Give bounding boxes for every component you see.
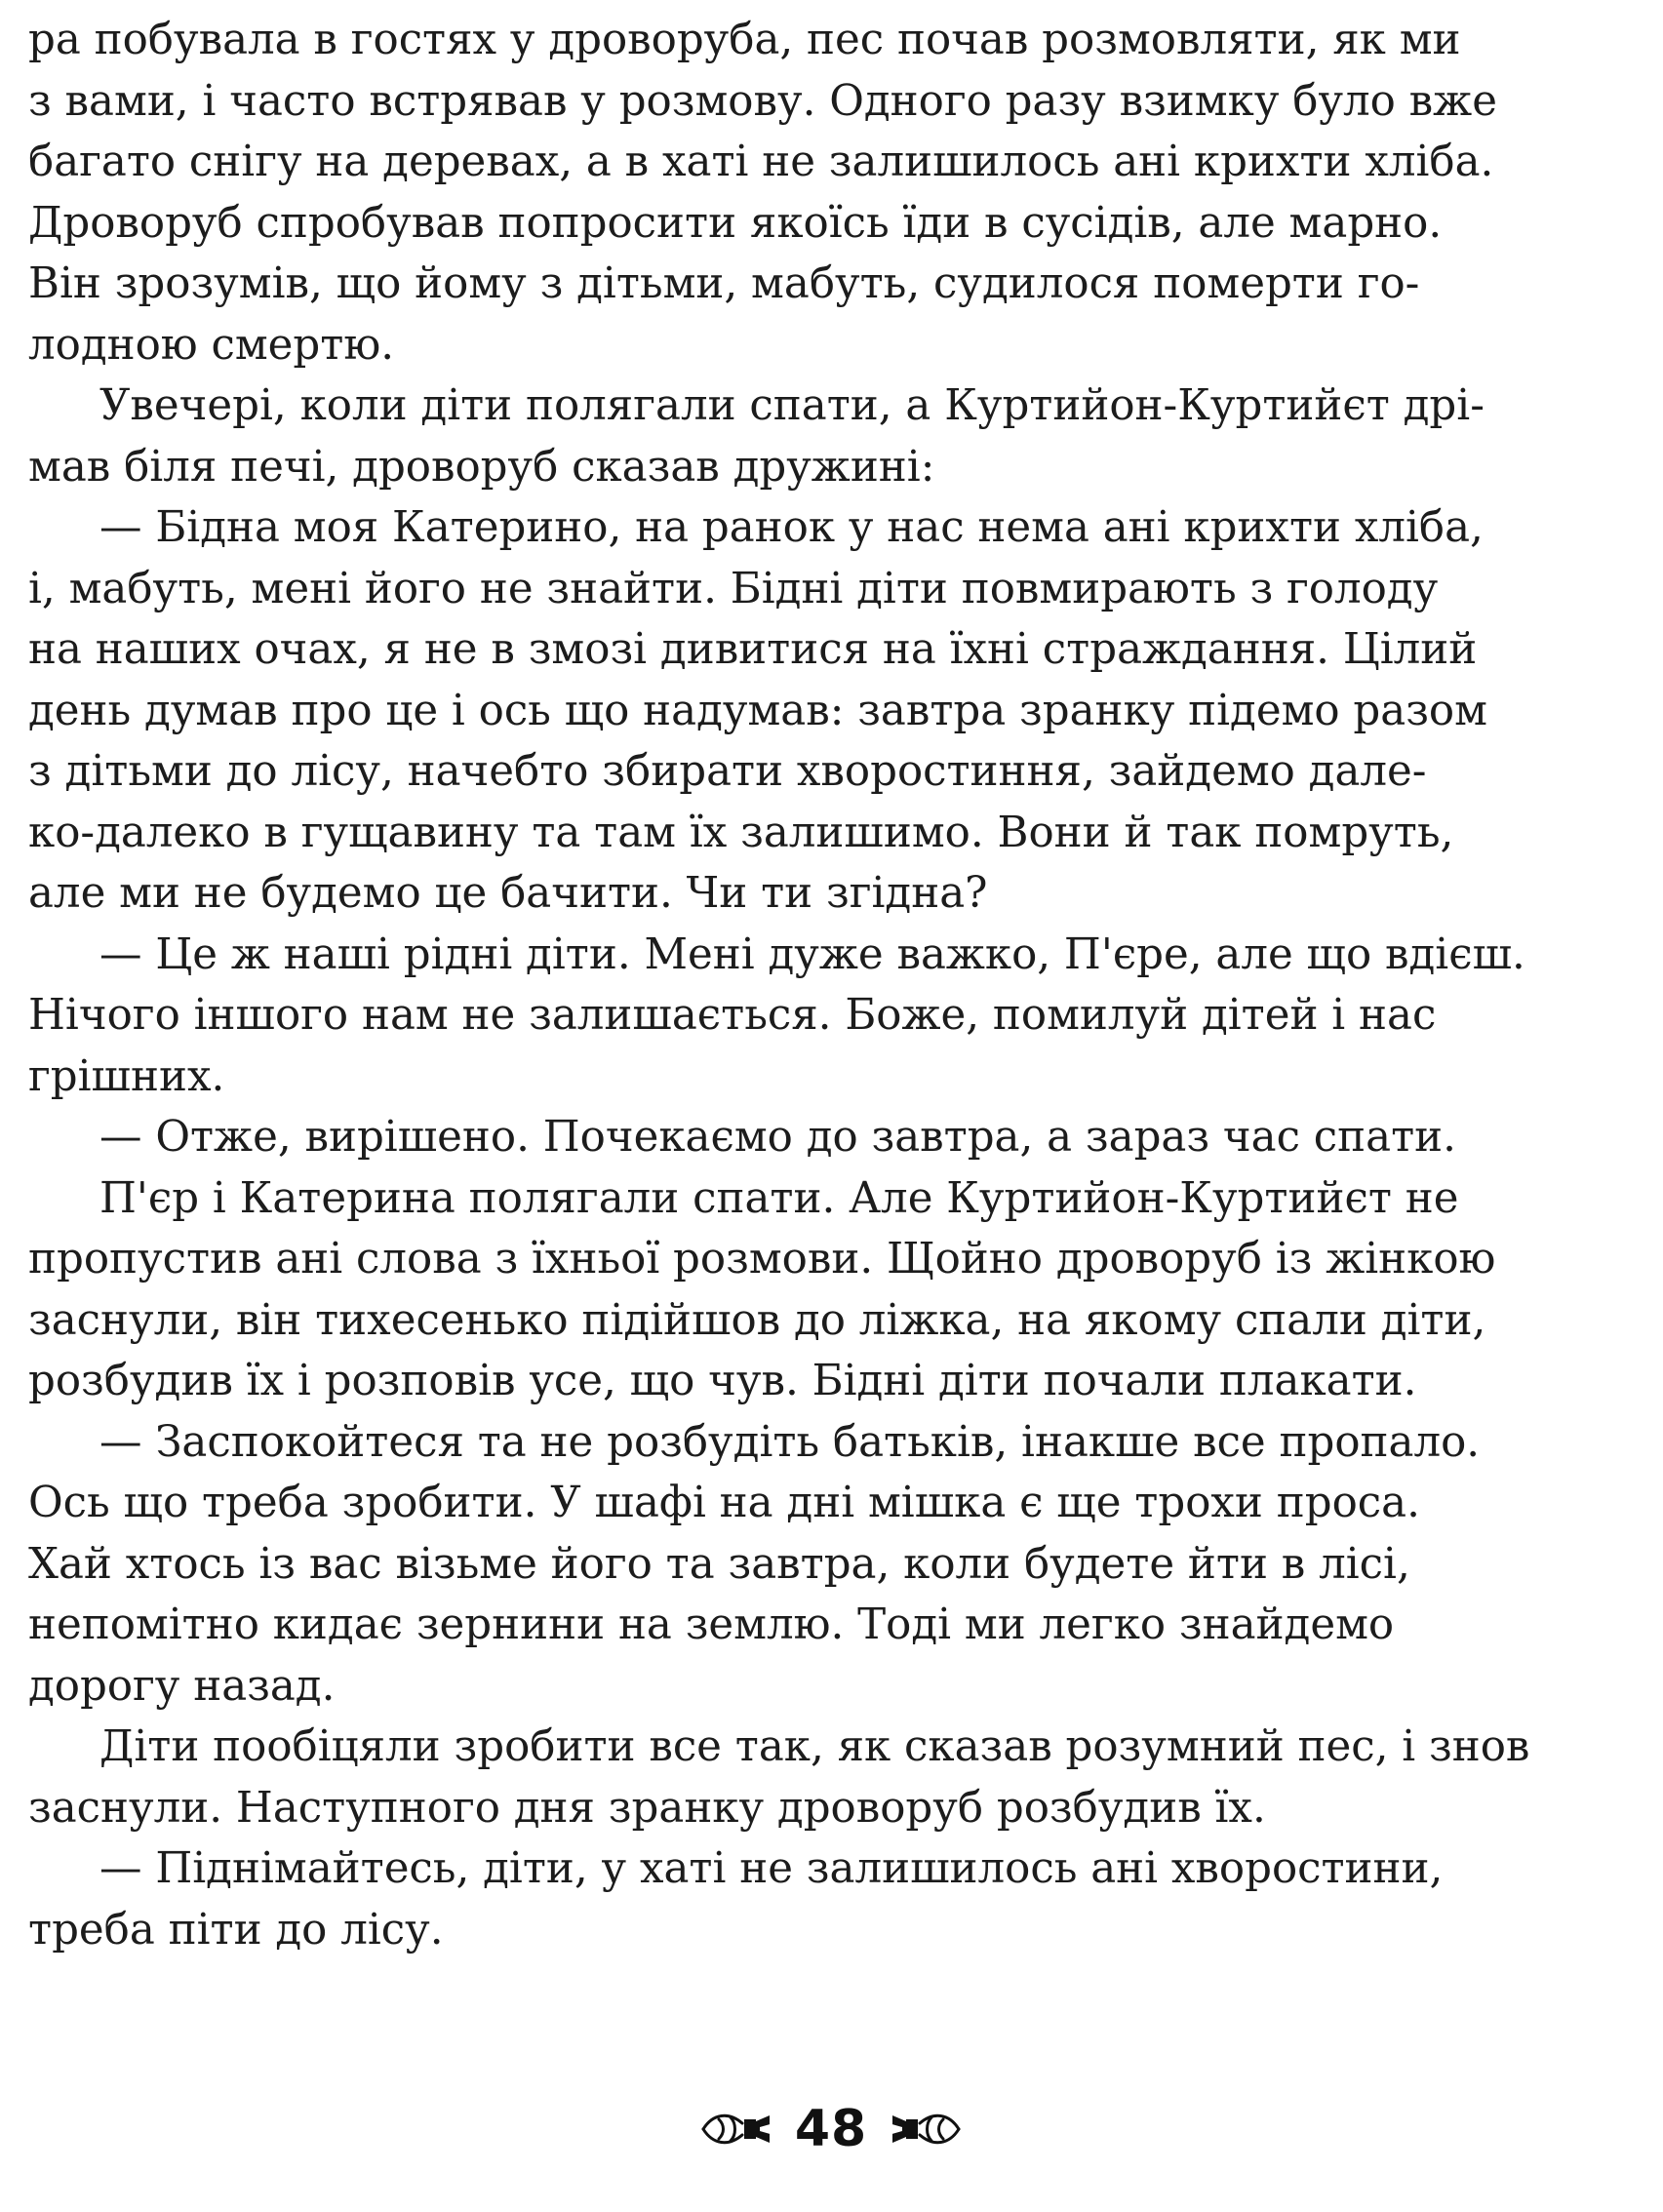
fleuron-left-icon [699, 2102, 777, 2156]
text-line: — Заспокойтеся та не розбудіть батьків, інакше все пропало. [99, 1417, 1481, 1467]
text-line: на наших очах, я не в змозі дивитися на їхні страждання. Цілий [28, 625, 1478, 674]
text-line: Хай хтось із вас візьме його та завтра, коли будете йти в лісі, [28, 1539, 1410, 1589]
text-line: багато снігу на деревах, а в хаті не залишилось ані крихти хліба. [28, 138, 1494, 186]
text-line: пропустив ані слова з їхньої розмови. Щойно дроворуб із жінкою [28, 1235, 1496, 1284]
text-line: з дітьми до лісу, начебто збирати хворостиння, зайдемо дале- [28, 747, 1427, 796]
text-line: Увечері, коли діти полягали спати, а Куртийон-Куртийєт дрі- [99, 381, 1485, 430]
text-line: грішних. [28, 1051, 225, 1101]
text-line: — Піднімайтесь, діти, у хаті не залишилось ані хворостини, [99, 1844, 1444, 1893]
text-line: Дроворуб спробував попросити якоїсь їди в сусідів, але марно. [28, 198, 1443, 248]
text-line: лодною смертю. [28, 320, 395, 370]
text-line: треба піти до лісу. [28, 1905, 444, 1955]
text-line: Він зрозумів, що йому з дітьми, мабуть, судилося померти го- [28, 259, 1420, 308]
text-line: і, мабуть, мені його не знайти. Бідні діти повмирають з голоду [28, 564, 1439, 613]
text-line: заснули, він тихесенько підійшов до ліжка, на якому спали діти, [28, 1295, 1486, 1345]
text-line: — Бідна моя Катерино, на ранок у нас нема ані крихти хліба, [99, 503, 1484, 552]
body-text [28, 10, 1634, 1960]
book-page [28, 0, 1634, 2212]
text-line: П'єр і Катерина полягали спати. Але Куртийон-Куртийєт не [99, 1173, 1459, 1223]
text-line: але ми не будемо це бачити. Чи ти згідна? [28, 869, 988, 918]
text-line: заснули. Наступного дня зранку дроворуб розбудив їх. [28, 1783, 1266, 1833]
text-line: ра побувала в гостях у дроворуба, пес почав розмовляти, як ми [28, 16, 1461, 64]
page-footer [28, 2095, 1634, 2163]
page-number: 48 [794, 2100, 868, 2158]
text-line: Ось що треба зробити. У шафі на дні мішка є ще трохи проса. [28, 1479, 1420, 1527]
text-line: Нічого іншого нам не залишається. Боже, помилуй дітей і нас [28, 991, 1437, 1040]
fleuron-right-icon [885, 2102, 963, 2156]
text-line: мав біля печі, дроворуб сказав дружині: [28, 442, 935, 492]
text-line: день думав про це і ось що надумав: завтра зранку підемо разом [28, 686, 1487, 735]
text-line: дорогу назад. [28, 1661, 336, 1711]
text-line: Діти пообіцяли зробити все так, як сказав розумний пес, і знов [99, 1722, 1530, 1771]
text-line: непомітно кидає зернини на землю. Тоді ми легко знайдемо [28, 1600, 1395, 1649]
text-line: з вами, і часто встрявав у розмову. Одного разу взимку було вже [28, 76, 1497, 126]
text-line: розбудив їх і розповів усе, що чув. Бідні діти почали плакати. [28, 1357, 1417, 1405]
text-line: — Отже, вирішено. Почекаємо до завтра, а зараз час спати. [99, 1113, 1456, 1162]
text-line: — Це ж наші рідні діти. Мені дуже важко, П'єре, але що вдієш. [99, 929, 1525, 979]
text-line: ко-далеко в гущавину та там їх залишимо. Вони й так помруть, [28, 808, 1454, 857]
